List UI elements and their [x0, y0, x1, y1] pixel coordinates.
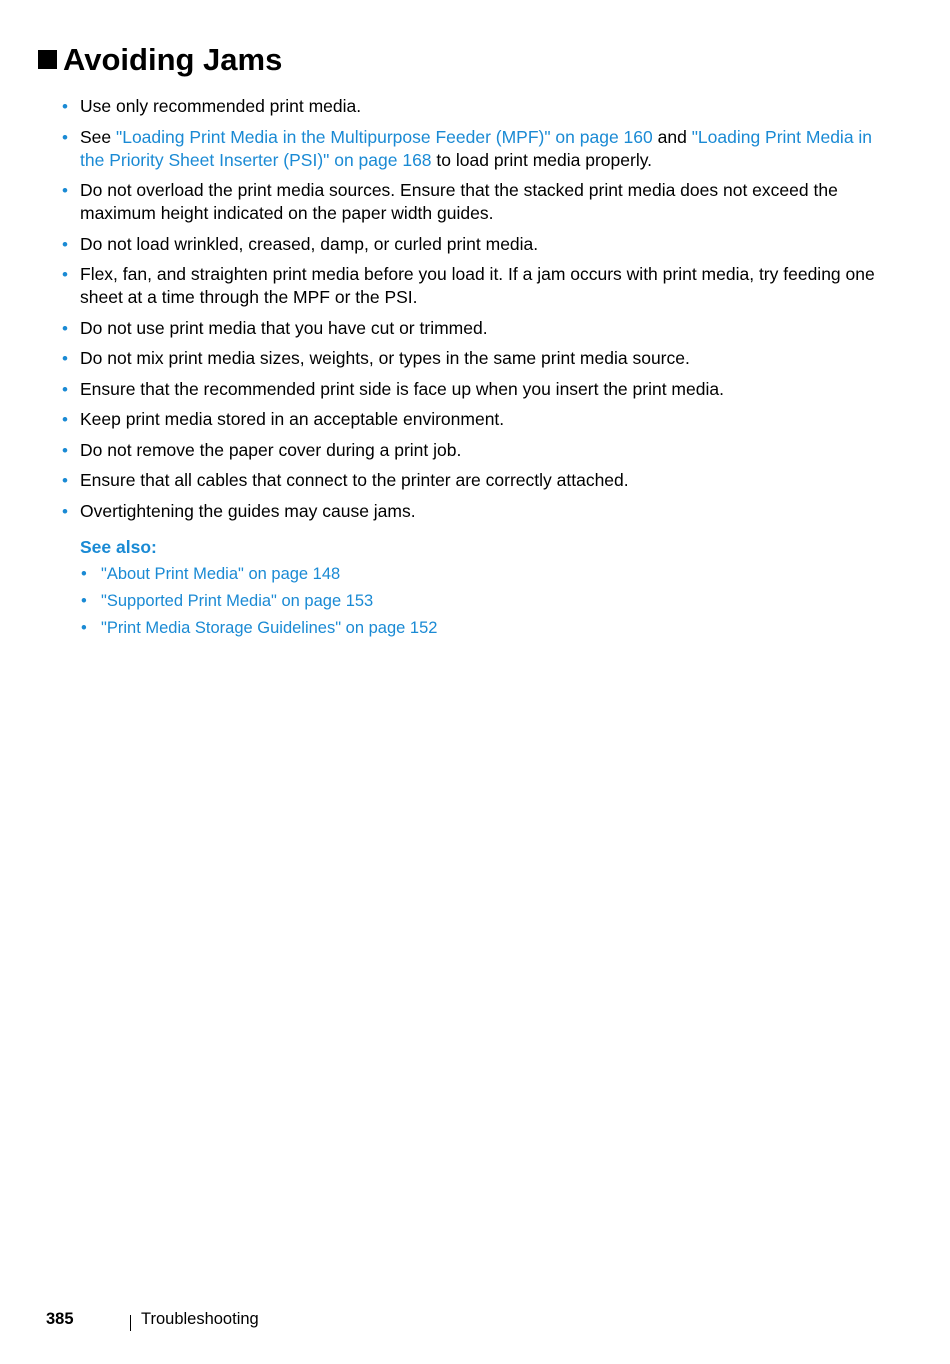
bullet-icon: • — [62, 181, 68, 200]
bullet-icon: • — [62, 440, 68, 460]
see-also-item — [80, 591, 437, 612]
bullet-icon: • — [62, 471, 68, 490]
list-item: • Keep print media stored in an acceptable environment. — [62, 409, 505, 429]
page-footer — [46, 1310, 259, 1329]
see-also-item — [80, 564, 437, 585]
tips-list — [58, 95, 888, 530]
footer-section: Troubleshooting — [141, 1310, 259, 1328]
list-item: • Do not use print media that you have cut or trimmed. — [62, 317, 488, 338]
list-item: • Use only recommended print media. — [62, 96, 362, 116]
list-item: • Flex, fan, and straighten print media before you load it. If a jam occurs with print media, try feeding one sheet at a time through the MPF or the PSI. — [62, 264, 875, 307]
list-item: • Do not mix print media sizes, weights, or types in the same print media source. — [62, 348, 690, 368]
list-item: • See "Loading Print Media in the Multipurpose Feeder (MPF)" on page 160 and "Loading Print Media in the Priority Sheet Inserter (PSI)" on page 168 to load print media properly. — [62, 126, 873, 170]
list-item: • Do not remove the paper cover during a print job. — [62, 439, 462, 460]
heading-text: Avoiding Jams — [63, 42, 283, 77]
see-also-title: See also: — [80, 537, 157, 557]
link-supported-print-media[interactable]: "Supported Print Media" on page 153 — [101, 592, 374, 610]
square-bullet-icon — [38, 50, 57, 69]
list-item: • Overtightening the guides may cause jams. — [62, 500, 416, 521]
list-item: • Ensure that the recommended print side is face up when you insert the print media. — [62, 378, 724, 399]
link-about-print-media[interactable]: "About Print Media" on page 148 — [101, 565, 341, 583]
see-also-section — [80, 535, 437, 645]
page-number: 385 — [46, 1310, 74, 1328]
bullet-icon: • — [62, 97, 68, 116]
bullet-icon: • — [62, 379, 68, 399]
list-item: • Do not overload the print media sources. Ensure that the stacked print media does not exceed the maximum height indicated on the paper width guides. — [62, 180, 838, 223]
bullet-icon: • — [62, 127, 68, 147]
bullet-icon: • — [62, 265, 68, 284]
link-loading-psi[interactable]: "Loading Print Media in the Priority Sheet Inserter (PSI)" on page 168 — [80, 126, 873, 170]
bullet-icon: • — [62, 349, 68, 368]
bullet-icon: • — [62, 234, 68, 254]
link-storage-guidelines[interactable]: "Print Media Storage Guidelines" on page 152 — [101, 619, 438, 637]
list-item: • Ensure that all cables that connect to the printer are correctly attached. — [62, 470, 629, 490]
bullet-icon: • — [81, 592, 87, 610]
list-item: • Do not load wrinkled, creased, damp, or curled print media. — [62, 233, 539, 254]
link-loading-mpf[interactable]: "Loading Print Media in the Multipurpose Feeder (MPF)" on page 160 — [116, 126, 653, 147]
section-heading — [38, 44, 282, 75]
bullet-icon: • — [81, 619, 87, 637]
bullet-icon: • — [81, 565, 87, 583]
see-also-list — [80, 564, 437, 639]
see-also-item — [80, 618, 437, 639]
footer-divider — [130, 1315, 131, 1331]
bullet-icon: • — [62, 501, 68, 521]
bullet-icon: • — [62, 318, 68, 338]
bullet-icon: • — [62, 410, 68, 429]
